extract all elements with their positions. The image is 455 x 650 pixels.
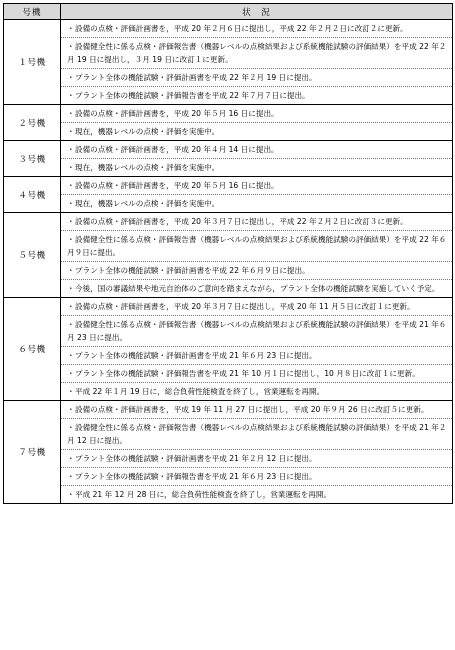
- bullet-icon: ・: [67, 266, 75, 275]
- bullet-icon: ・: [67, 405, 75, 414]
- bullet-icon: ・: [67, 351, 75, 360]
- bullet-icon: ・: [67, 73, 75, 82]
- status-item: [61, 87, 452, 104]
- bullet-icon: ・: [67, 163, 75, 172]
- status-cell: [61, 141, 453, 177]
- status-item: [61, 486, 452, 503]
- status-item-text: 設備の点検・評価計画書を，平成 20 年２月６日に提出し，平成 22 年２月２日に改訂２に更新。: [75, 24, 408, 33]
- status-item: [61, 365, 452, 383]
- status-item: [61, 38, 452, 69]
- header-status: 状 況: [61, 4, 453, 20]
- status-item-text: プラント全体の機能試験・評価計画書を平成 22 年６月９日に提出。: [75, 266, 310, 275]
- header-unit: 号機: [4, 4, 61, 20]
- bullet-icon: ・: [67, 387, 75, 396]
- status-item-text: プラント全体の機能試験・評価計画書を平成 21 年２月 12 日に提出。: [75, 454, 317, 463]
- bullet-icon: ・: [67, 217, 75, 226]
- bullet-icon: ・: [67, 454, 75, 463]
- status-cell: [61, 213, 453, 298]
- status-item: [61, 419, 452, 450]
- bullet-icon: ・: [67, 320, 75, 329]
- unit-cell: ２号機: [4, 105, 61, 141]
- unit-cell: ４号機: [4, 177, 61, 213]
- status-cell: [61, 177, 453, 213]
- status-item-text: プラント全体の機能試験・評価報告書を平成 21 年 10 月１日に提出し，10 月８日に改訂１に更新。: [75, 369, 420, 378]
- table-body: [4, 20, 453, 504]
- status-item-text: 設備健全性に係る点検・評価報告書（機器レベルの点検結果および系統機能試験の評価結果）を平成 22 年２月 19 日に提出し，３月 19 日に改訂１に更新。: [67, 42, 447, 64]
- bullet-icon: ・: [67, 235, 75, 244]
- bullet-icon: ・: [67, 109, 75, 118]
- table-row: [4, 213, 453, 298]
- bullet-icon: ・: [67, 284, 75, 293]
- status-table-container: [3, 3, 453, 504]
- status-cell: [61, 298, 453, 401]
- status-item-text: 設備の点検・評価計画書を，平成 20 年３月７日に提出し，平成 20 年 11 月５日に改訂１に更新。: [75, 302, 415, 311]
- status-item-text: プラント全体の機能試験・評価報告書を平成 22 年７月７日に提出。: [75, 91, 310, 100]
- status-item: [61, 298, 452, 316]
- status-item-text: 現在，機器レベルの点検・評価を実施中。: [75, 163, 220, 172]
- unit-cell: １号機: [4, 20, 61, 105]
- status-item: [61, 262, 452, 280]
- status-item-text: 設備の点検・評価計画書を，平成 20 年５月 16 日に提出。: [75, 181, 279, 190]
- status-item: [61, 347, 452, 365]
- status-item-text: プラント全体の機能試験・評価報告書を平成 21 年６月 23 日に提出。: [75, 472, 317, 481]
- status-item: [61, 280, 452, 297]
- status-item-text: プラント全体の機能試験・評価計画書を平成 22 年２月 19 日に提出。: [75, 73, 317, 82]
- table-row: [4, 177, 453, 213]
- status-item-text: 平成 22 年１月 19 日に，総合負荷性能検査を終了し，営業運転を再開。: [75, 387, 325, 396]
- bullet-icon: ・: [67, 42, 75, 51]
- status-item: [61, 213, 452, 231]
- bullet-icon: ・: [67, 302, 75, 311]
- bullet-icon: ・: [67, 423, 75, 432]
- status-item-text: 平成 21 年 12 月 28 日に，総合負荷性能検査を終了し，営業運転を再開。: [75, 490, 332, 499]
- status-item: [61, 159, 452, 176]
- table-header-row: [4, 4, 453, 20]
- status-item: [61, 450, 452, 468]
- table-row: [4, 141, 453, 177]
- status-item-text: 設備の点検・評価計画書を，平成 20 年５月 16 日に提出。: [75, 109, 279, 118]
- status-item-text: 現在，機器レベルの点検・評価を実施中。: [75, 127, 220, 136]
- bullet-icon: ・: [67, 145, 75, 154]
- status-item-text: プラント全体の機能試験・評価計画書を平成 21 年６月 23 日に提出。: [75, 351, 317, 360]
- status-item-text: 設備健全性に係る点検・評価報告書（機器レベルの点検結果および系統機能試験の評価結果）を平成 21 年６月 23 日に提出。: [67, 320, 447, 342]
- status-item-text: 設備の点検・評価計画書を，平成 20 年４月 14 日に提出。: [75, 145, 279, 154]
- status-item: [61, 316, 452, 347]
- status-item: [61, 105, 452, 123]
- unit-cell: ７号機: [4, 401, 61, 504]
- status-item: [61, 401, 452, 419]
- unit-cell: ６号機: [4, 298, 61, 401]
- status-item: [61, 69, 452, 87]
- status-item: [61, 141, 452, 159]
- bullet-icon: ・: [67, 24, 75, 33]
- unit-cell: ３号機: [4, 141, 61, 177]
- table-row: [4, 105, 453, 141]
- table-row: [4, 401, 453, 504]
- table-row: [4, 20, 453, 105]
- status-cell: [61, 20, 453, 105]
- status-item: [61, 195, 452, 212]
- bullet-icon: ・: [67, 181, 75, 190]
- status-item-text: 設備の点検・評価計画書を，平成 20 年３月７日に提出し，平成 22 年２月２日に改訂３に更新。: [75, 217, 408, 226]
- status-item: [61, 123, 452, 140]
- status-item: [61, 177, 452, 195]
- status-item-text: 設備健全性に係る点検・評価報告書（機器レベルの点検結果および系統機能試験の評価結果）を平成 21 年２月 12 日に提出。: [67, 423, 447, 445]
- status-cell: [61, 105, 453, 141]
- bullet-icon: ・: [67, 490, 75, 499]
- status-item: [61, 468, 452, 486]
- bullet-icon: ・: [67, 472, 75, 481]
- bullet-icon: ・: [67, 369, 75, 378]
- status-item-text: 今後，国の審議結果や地元自治体のご意向を踏まえながら，プラント全体の機能試験を実施していく予定。: [75, 284, 440, 293]
- status-item: [61, 20, 452, 38]
- unit-cell: ５号機: [4, 213, 61, 298]
- bullet-icon: ・: [67, 91, 75, 100]
- table-row: [4, 298, 453, 401]
- status-item-text: 現在，機器レベルの点検・評価を実施中。: [75, 199, 220, 208]
- status-item: [61, 383, 452, 400]
- bullet-icon: ・: [67, 199, 75, 208]
- status-item-text: 設備健全性に係る点検・評価報告書（機器レベルの点検結果および系統機能試験の評価結果）を平成 22 年６月９日に提出。: [67, 235, 447, 257]
- bullet-icon: ・: [67, 127, 75, 136]
- status-table: [3, 3, 453, 504]
- status-item-text: 設備の点検・評価計画書を，平成 19 年 11 月 27 日に提出し，平成 20 年９月 26 日に改訂５に更新。: [75, 405, 429, 414]
- status-cell: [61, 401, 453, 504]
- status-item: [61, 231, 452, 262]
